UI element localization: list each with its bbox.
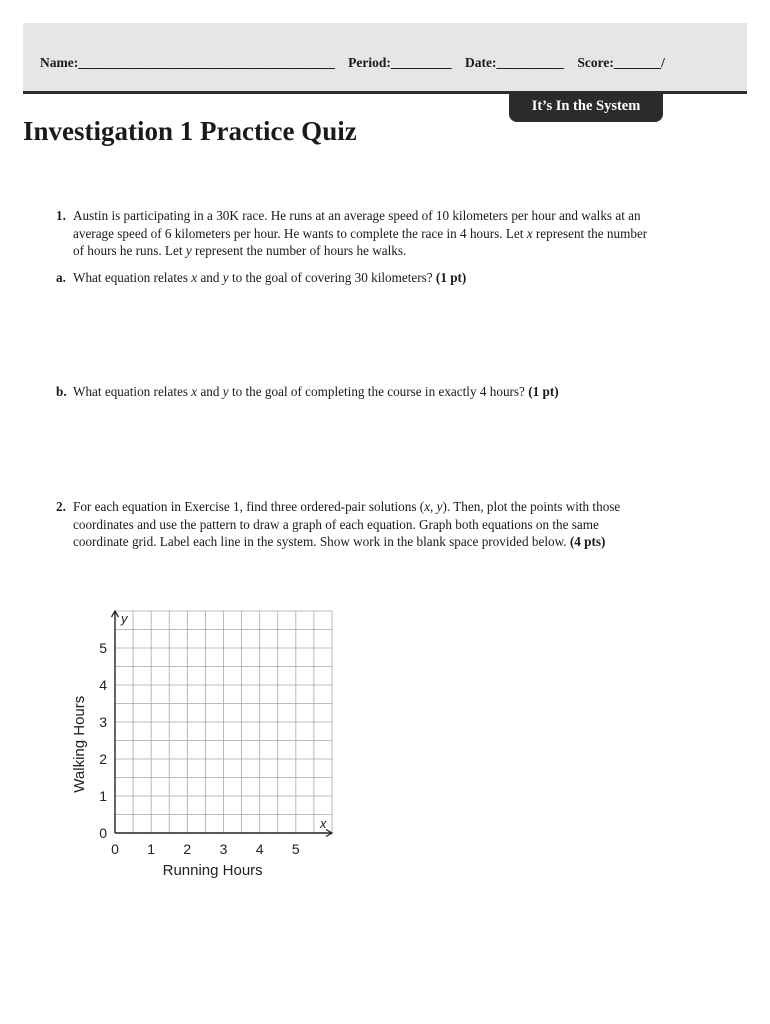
question-1a-points: (1 pt): [435, 270, 467, 285]
name-field[interactable]: Name:______________________________________: [40, 55, 335, 70]
question-1-line: average speed of 6 kilometers per hour. He wants to complete the race in 4 hours. Let x represent the number: [73, 225, 648, 241]
question-1b-text: What equation relates x and y to the goal of completing the course in exactly 4 hours?: [73, 384, 525, 399]
question-1-line: of hours he runs. Let y represent the number of hours he walks.: [73, 243, 407, 259]
x-tick-label: 5: [291, 841, 300, 857]
x-axis-letter: x: [320, 816, 327, 831]
question-1a-text: What equation relates x and y to the goal of covering 30 kilometers?: [73, 270, 433, 285]
section-tab: It’s In the System: [509, 94, 663, 122]
question-1-line: Austin is participating in a 30K race. He runs at an average speed of 10 kilometers per hour and walks at an: [73, 208, 641, 223]
x-tick-label: 4: [255, 841, 264, 857]
question-2-number: 2.: [56, 499, 66, 514]
question-2-line: coordinates and use the pattern to draw a graph of each equation. Graph both equations on the same: [73, 516, 599, 532]
score-field[interactable]: Score:_______/: [577, 55, 665, 70]
y-tick-label: 5: [99, 640, 107, 656]
date-field[interactable]: Date:__________: [464, 55, 564, 70]
y-tick-label: 2: [99, 751, 107, 767]
period-field[interactable]: Period:_________: [348, 55, 452, 70]
question-2-line-text: coordinate grid. Label each line in the system. Show work in the blank space provided below.: [73, 534, 567, 550]
tick-labels: [99, 640, 300, 857]
x-tick-label: 2: [183, 841, 192, 857]
x-tick-label: 1: [147, 841, 156, 857]
y-tick-label: 4: [99, 677, 107, 693]
question-2-line: For each equation in Exercise 1, find three ordered-pair solutions (x, y). Then, plot the points with those: [73, 499, 621, 514]
x-tick-label: 0: [111, 841, 119, 857]
y-tick-label: 1: [99, 788, 107, 804]
question-1-number: 1.: [56, 208, 66, 223]
axes: [112, 611, 333, 837]
y-tick-label: 3: [99, 714, 107, 730]
y-axis-label: Walking Hours: [71, 695, 88, 793]
page-title: Investigation 1 Practice Quiz: [23, 116, 357, 146]
question-2-points: (4 pts): [569, 534, 606, 550]
y-axis-letter: y: [121, 611, 128, 626]
question-1b-label: b.: [56, 384, 67, 399]
question-1b-points: (1 pt): [528, 384, 559, 399]
x-tick-label: 3: [219, 841, 228, 857]
y-tick-label: 0: [99, 825, 107, 841]
grid-lines: [115, 611, 332, 833]
x-axis-label: Running Hours: [162, 862, 263, 879]
question-1a-label: a.: [56, 270, 66, 285]
